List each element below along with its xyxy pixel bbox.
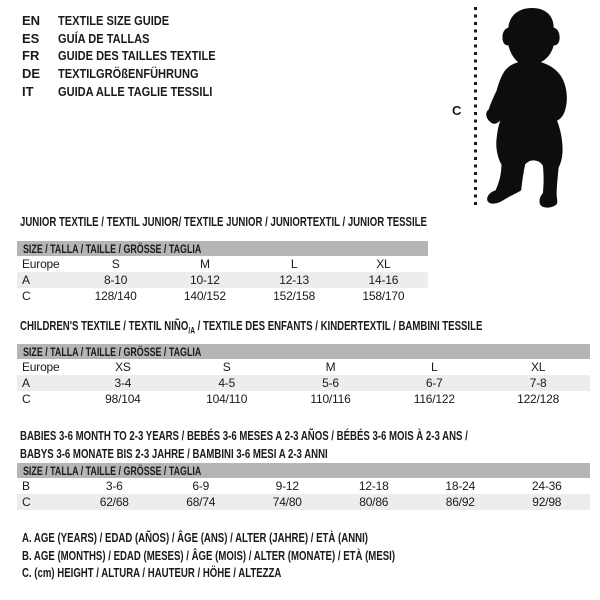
row-label: A [22,376,30,390]
table-cell: XS [115,360,131,374]
language-title: GUIDA ALLE TAGLIE TESSILI [58,83,213,99]
footnote-b [22,547,526,565]
size-header-label: SIZE / TALLA / TAILLE / GRÖSSE / TAGLIA [23,241,202,256]
row-label: C [22,495,31,509]
section-title: JUNIOR TEXTILE / TEXTIL JUNIOR/ TEXTILE JUNIOR / JUNIORTEXTIL / JUNIOR TESSILE [20,214,427,229]
table-cell: XL [530,360,546,374]
language-row-it [22,82,243,100]
table-size-header [17,241,428,256]
table-row-age [17,272,428,288]
table-cell: M [199,257,210,271]
table-cell: 92/98 [532,495,562,509]
table-cell: 122/128 [517,392,560,406]
children-size-table [17,344,590,407]
table-row-europe [17,256,428,272]
language-code: FR [22,48,40,64]
language-row-es [22,30,243,48]
title-text: CHILDREN'S TEXTILE / TEXTIL NIÑO [20,318,189,333]
table-cell: 98/104 [105,392,141,406]
language-title: TEXTILE SIZE GUIDE [58,13,170,29]
height-c-label: C [452,103,462,118]
junior-size-table [17,241,428,304]
table-row-age [17,375,590,391]
language-title: TEXTILGRÖßENFÜHRUNG [58,66,199,82]
language-code: EN [22,13,41,29]
table-row-europe [17,359,590,375]
table-cell: 158/170 [362,289,405,303]
table-cell: 62/68 [99,495,129,509]
table-cell: 14-16 [368,273,399,287]
footnote-text: C. (cm) HEIGHT / ALTURA / HAUTEUR / HÖHE / ALTEZZA [22,565,282,581]
table-cell: L [431,360,438,374]
table-row-height [17,494,590,510]
table-cell: 4-5 [218,376,236,390]
table-cell: 6-9 [192,479,210,493]
table-row-height [17,288,428,304]
table-cell: 110/116 [310,392,351,406]
footnote-text: A. AGE (YEARS) / EDAD (AÑOS) / ÂGE (ANS) / ALTER (JAHRE) / ETÀ (ANNI) [22,530,368,546]
footnotes [22,529,526,582]
table-cell: M [325,360,336,374]
language-row-de [22,65,243,83]
table-cell: S [222,360,231,374]
table-size-header [17,463,590,478]
table-cell: 18-24 [445,479,476,493]
table-cell: 86/92 [445,495,475,509]
row-label: C [22,289,31,303]
footnote-c [22,564,526,582]
table-cell: 24-36 [531,479,562,493]
title-line-1: BABIES 3-6 MONTH TO 2-3 YEARS / BEBÉS 3-6 MESES A 2-3 AÑOS / BÉBÉS 3-6 MOIS À 2-3 ANS / [20,428,468,443]
language-title: GUÍA DE TALLAS [58,30,150,46]
toddler-silhouette-icon [478,4,588,211]
row-label: Europe [22,257,60,271]
title-text: / TEXTILE DES ENFANTS / KINDERTEXTIL / BAMBINI TESSILE [194,318,483,333]
language-title: GUIDE DES TAILLES TEXTILE [58,48,216,64]
language-code: DE [22,66,41,82]
size-header-label: SIZE / TALLA / TAILLE / GRÖSSE / TAGLIA [23,344,202,359]
table-row-height [17,391,590,407]
height-measure-dotted-line [474,7,477,205]
table-cell: 74/80 [272,495,302,509]
language-row-fr [22,47,243,65]
language-title-list [22,12,243,100]
title-subscript: /A [188,325,195,336]
row-label: B [22,479,30,493]
table-cell: L [290,257,298,271]
table-cell: 140/152 [183,289,226,303]
table-size-header [17,344,590,359]
table-cell: 6-7 [425,376,443,390]
table-cell: S [111,257,120,271]
size-header-label: SIZE / TALLA / TAILLE / GRÖSSE / TAGLIA [23,463,202,478]
babies-size-table [17,463,590,510]
table-cell: 5-6 [322,376,339,390]
table-cell: 7-8 [529,376,547,390]
table-cell: 128/140 [94,289,137,303]
table-cell: 104/110 [206,392,248,406]
table-row-months [17,478,590,494]
section-title [20,427,468,463]
section-title [20,319,482,338]
footnote-text: B. AGE (MONTHS) / EDAD (MESES) / ÂGE (MOIS) / ALTER (MONATE) / ETÀ (MESI) [22,547,396,563]
table-cell: 152/158 [273,289,316,303]
row-label: A [22,273,30,287]
table-cell: 9-12 [275,479,299,493]
table-cell: 116/122 [413,392,455,406]
table-cell: 12-18 [358,479,389,493]
footnote-a [22,529,526,547]
table-cell: 10-12 [190,273,220,287]
language-code: IT [22,83,34,99]
table-cell: 80/86 [359,495,389,509]
table-cell: 12-13 [279,273,309,287]
language-code: ES [22,30,40,46]
table-cell: XL [376,257,391,271]
table-cell: 68/74 [186,495,216,509]
table-cell: 8-10 [104,273,128,287]
language-row-en [22,12,243,30]
title-line-2: BABYS 3-6 MONATE BIS 2-3 JAHRE / BAMBINI 3-6 MESI A 2-3 ANNI [20,446,328,461]
row-label: Europe [22,360,60,374]
table-cell: 3-4 [114,376,132,390]
table-cell: 3-6 [105,479,123,493]
row-label: C [22,392,31,406]
